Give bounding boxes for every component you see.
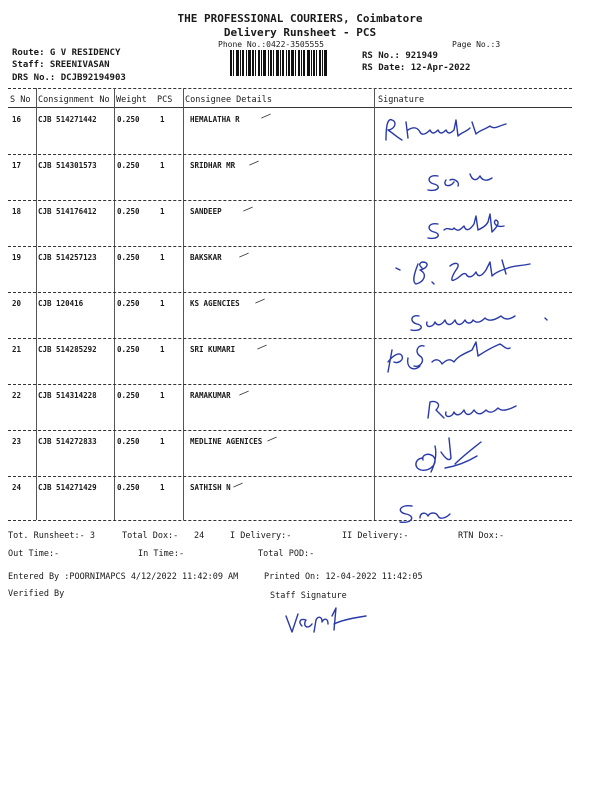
row-consignment: CJB 514301573 <box>38 161 97 170</box>
row-sno: 17 <box>12 161 22 170</box>
row-weight: 0.250 <box>117 207 140 216</box>
row-sno: 18 <box>12 207 22 216</box>
row-pcs: 1 <box>160 345 165 354</box>
row-consignment: CJB 514285292 <box>38 345 97 354</box>
table-top-rule <box>8 88 572 89</box>
drs-number: DRS No.: DCJB92194903 <box>12 73 126 83</box>
barcode <box>230 50 354 76</box>
row-sno: 20 <box>12 299 22 308</box>
tick-mark <box>233 477 242 487</box>
row-consignment: CJB 514271442 <box>38 115 97 124</box>
row-consignment: CJB 514314228 <box>38 391 97 400</box>
total-dox-value: 24 <box>194 531 205 541</box>
row-consignee: MEDLINE AGENICES <box>190 437 263 446</box>
total-runsheet: Tot. Runsheet:- 3 <box>8 531 95 541</box>
tick-mark <box>255 293 264 303</box>
phone-number: Phone No.:0422-3505555 <box>218 40 324 49</box>
company-name: THE PROFESSIONAL COURIERS, Coimbatore <box>177 12 423 25</box>
tick-mark <box>249 155 258 165</box>
row-consignee: SANDEEP <box>190 207 222 216</box>
rtn-dox: RTN Dox:- <box>458 531 505 541</box>
i-delivery: I Delivery:- <box>230 531 292 541</box>
col-header-signature: Signature <box>378 95 425 105</box>
row-separator <box>8 200 572 201</box>
total-pod: Total POD:- <box>258 549 315 559</box>
in-time: In Time:- <box>138 549 185 559</box>
row-sno: 23 <box>12 437 22 446</box>
row-weight: 0.250 <box>117 253 140 262</box>
row-consignment: CJB 514272833 <box>38 437 97 446</box>
row-weight: 0.250 <box>117 437 140 446</box>
col-divider <box>114 88 115 520</box>
row-separator <box>8 292 572 293</box>
row-weight: 0.250 <box>117 391 140 400</box>
row-pcs: 1 <box>160 483 165 492</box>
ii-delivery: II Delivery:- <box>342 531 409 541</box>
row-weight: 0.250 <box>117 161 140 170</box>
row-pcs: 1 <box>160 391 165 400</box>
col-divider <box>183 88 184 520</box>
signature-scribble <box>405 428 495 478</box>
row-pcs: 1 <box>160 299 165 308</box>
row-consignee: SRI KUMARI <box>190 345 236 354</box>
col-header-pcs: PCS <box>157 95 173 105</box>
col-header-weight: Weight <box>116 95 147 105</box>
row-consignee: HEMALATHA R <box>190 115 240 124</box>
row-sno: 19 <box>12 253 22 262</box>
verified-by: Verified By <box>8 589 65 599</box>
staff-signature-scribble <box>282 606 392 638</box>
col-divider <box>36 88 37 520</box>
signature-scribble <box>380 112 520 148</box>
row-consignee: SRIDHAR MR <box>190 161 236 170</box>
row-weight: 0.250 <box>117 345 140 354</box>
table-header-rule <box>8 107 572 108</box>
tick-mark <box>239 247 248 257</box>
tick-mark <box>261 108 270 118</box>
row-consignment: CJB 120416 <box>38 299 84 308</box>
total-dox-label: Total Dox:- <box>122 531 179 541</box>
rs-number: RS No.: 921949 <box>362 51 438 61</box>
page-number: Page No.:3 <box>452 40 501 49</box>
printed-on: Printed On: 12-04-2022 11:42:05 <box>264 572 423 582</box>
signature-scribble <box>420 212 520 242</box>
row-consignment: CJB 514271429 <box>38 483 97 492</box>
route: Route: G V RESIDENCY <box>12 48 121 58</box>
row-sno: 21 <box>12 345 22 354</box>
row-separator <box>8 246 572 247</box>
row-sno: 16 <box>12 115 22 124</box>
row-consignee: KS AGENCIES <box>190 299 240 308</box>
rs-date: RS Date: 12-Apr-2022 <box>362 63 471 73</box>
staff: Staff: SREENIVASAN <box>12 60 110 70</box>
row-consignee: SATHISH N <box>190 483 231 492</box>
row-weight: 0.250 <box>117 299 140 308</box>
row-consignee: RAMAKUMAR <box>190 391 231 400</box>
tick-mark <box>239 385 248 395</box>
signature-scribble <box>405 306 555 336</box>
row-pcs: 1 <box>160 115 165 124</box>
row-sno: 22 <box>12 391 22 400</box>
row-consignment: CJB 514257123 <box>38 253 97 262</box>
entered-by: Entered By :POORNIMAPCS 4/12/2022 11:42:09 AM <box>8 572 239 582</box>
out-time: Out Time:- <box>8 549 60 559</box>
col-header-consignment: Consignment No <box>38 95 110 105</box>
signature-scribble <box>422 396 532 422</box>
signature-scribble <box>392 498 472 528</box>
col-divider <box>374 88 375 520</box>
row-pcs: 1 <box>160 207 165 216</box>
row-weight: 0.250 <box>117 115 140 124</box>
signature-scribble <box>420 166 510 196</box>
row-pcs: 1 <box>160 253 165 262</box>
row-consignment: CJB 514176412 <box>38 207 97 216</box>
row-consignee: BAKSKAR <box>190 253 222 262</box>
row-pcs: 1 <box>160 161 165 170</box>
document-title: Delivery Runsheet - PCS <box>223 26 377 39</box>
col-header-consignee: Consignee Details <box>185 95 272 105</box>
signature-scribble <box>380 338 530 382</box>
tick-mark <box>243 201 252 211</box>
staff-signature-label: Staff Signature <box>270 591 347 601</box>
signature-scribble <box>390 256 550 290</box>
row-separator <box>8 384 572 385</box>
table-bottom-rule <box>8 520 572 521</box>
col-header-sno: S No <box>10 95 31 105</box>
row-separator <box>8 154 572 155</box>
tick-mark <box>257 339 266 349</box>
row-pcs: 1 <box>160 437 165 446</box>
tick-mark <box>267 431 276 441</box>
row-weight: 0.250 <box>117 483 140 492</box>
row-sno: 24 <box>12 483 22 492</box>
